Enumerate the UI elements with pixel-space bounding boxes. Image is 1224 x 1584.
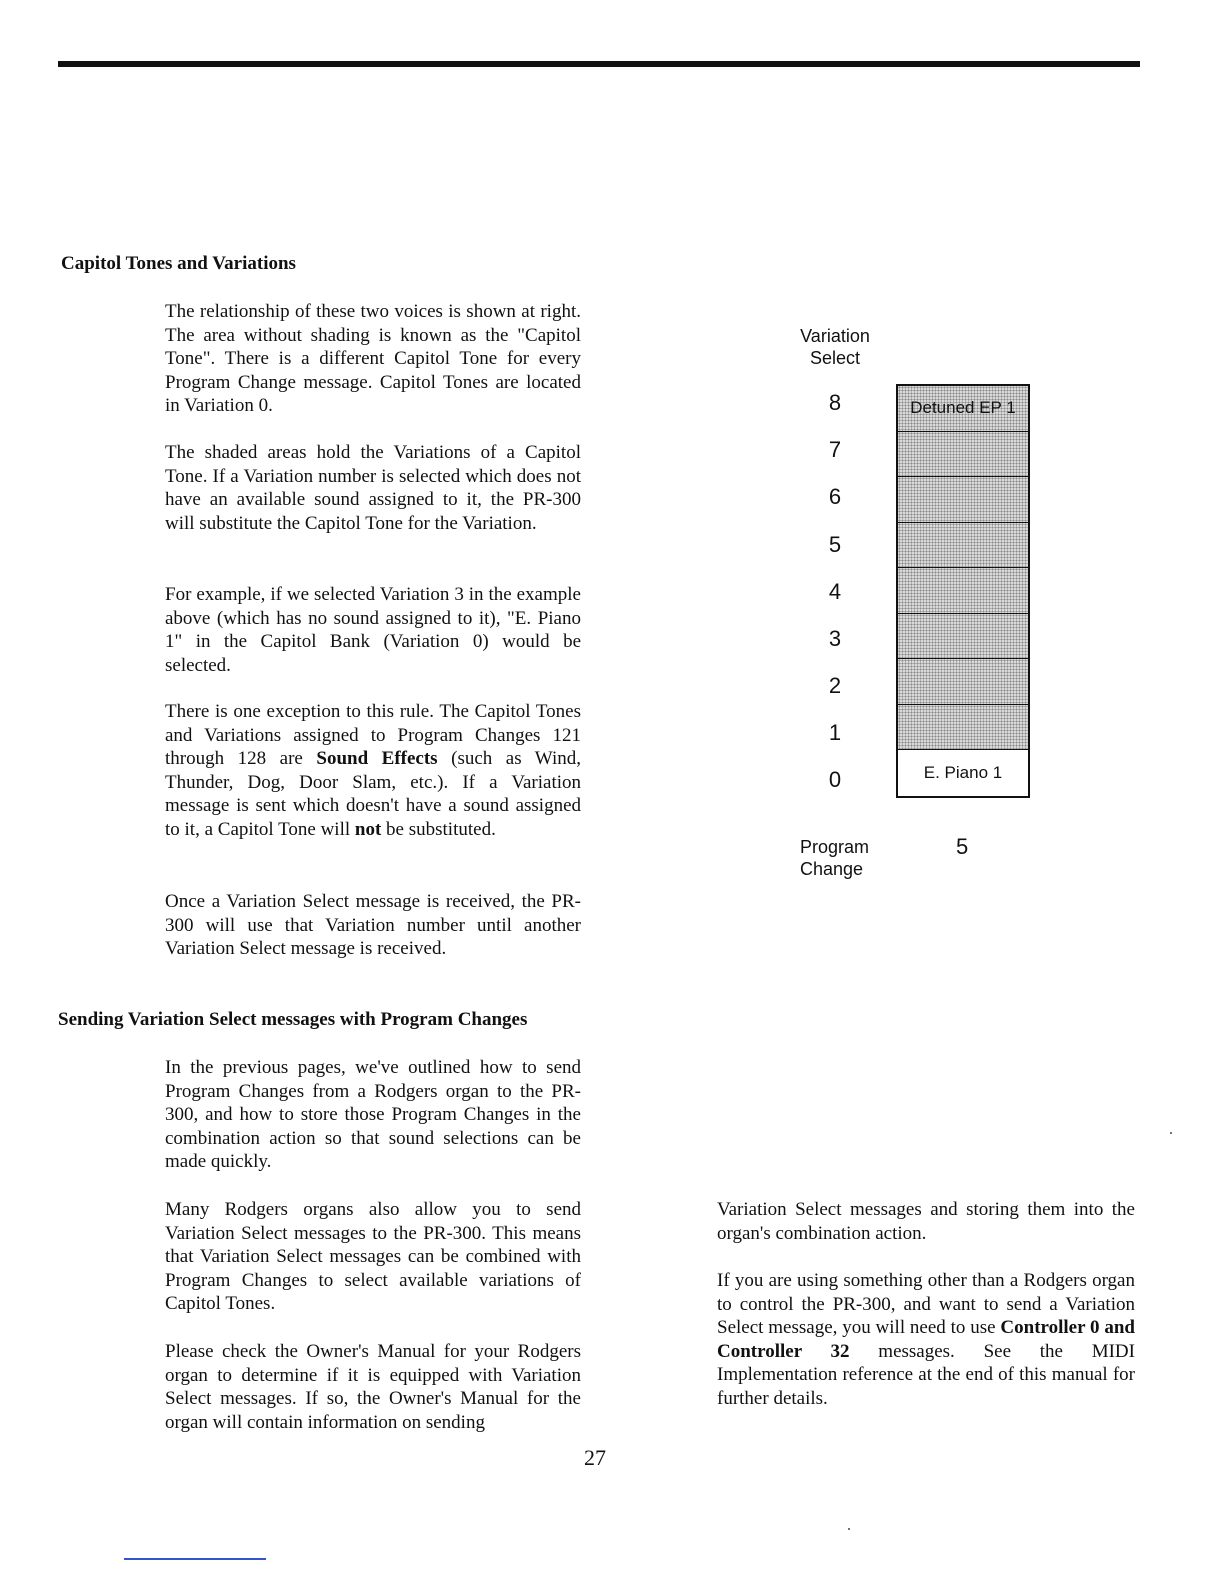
page-number: 27	[584, 1445, 606, 1470]
paragraph-previous-pages: In the previous pages, we've outlined how to send Program Changes from a Rodgers organ to the PR-300, and how to store those Program Changes in the combination action so that sound selections can be made quickly.	[165, 1057, 581, 1172]
program-label-line1: Program	[800, 837, 870, 857]
variation-cell-7	[898, 432, 1028, 478]
controller-text-c: messages. See the MIDI Implementation reference at the end of this manual for further details.	[717, 1340, 1135, 1409]
variation-cell-3	[898, 614, 1028, 660]
variation-diagram	[780, 320, 1080, 900]
exception-text-c: (such as Wind, Thunder, Dog, Door Slam, etc.). If a Variation message is sent which doesn't have a sound assigned to it, a Capitol Tone will	[165, 748, 582, 840]
paragraph-variation-received: Once a Variation Select message is received, the PR-300 will use that Variation number until another Variation Select message is received.	[165, 891, 581, 959]
paragraph-shaded-areas: The shaded areas hold the Variations of a Capitol Tone. If a Variation number is selected which does not have an available sound assigned to it, the PR-300 will substitute the Capitol Tone for the Variation.	[165, 442, 581, 534]
variation-cell-0-capitol-tone: E. Piano 1	[923, 762, 1003, 782]
program-change-value: 5	[956, 834, 969, 859]
section-heading-capitol-tones: Capitol Tones and Variations	[61, 253, 296, 274]
paragraph-other-controller	[717, 1269, 1135, 1410]
sound-effects-emphasis: Sound Effects	[316, 748, 438, 769]
variation-number: 4	[828, 579, 842, 604]
scan-speck	[848, 1528, 850, 1530]
variation-cell-1	[898, 705, 1028, 751]
program-label-line2: Change	[800, 859, 864, 879]
section-heading-sending-variation: Sending Variation Select messages with Program Changes	[58, 1009, 528, 1030]
variation-cell-8: Detuned EP 1	[898, 386, 1028, 432]
paragraph-combination-action: Variation Select messages and storing them into the organ's combination action.	[717, 1199, 1135, 1244]
variation-number: 2	[828, 673, 842, 698]
scan-speck	[1170, 1132, 1172, 1134]
variation-cell-2	[898, 659, 1028, 705]
controller-emphasis: Controller 0 and Controller 32	[717, 1317, 1135, 1362]
variation-number: 7	[828, 437, 842, 462]
paragraph-exception	[165, 700, 581, 841]
variation-number: 0	[828, 767, 842, 792]
not-emphasis: not	[354, 818, 382, 840]
variation-number: 5	[828, 532, 842, 557]
program-change-label	[800, 836, 880, 880]
variation-select-label	[790, 325, 880, 369]
variation-label-line1: Variation	[800, 326, 870, 346]
paragraph-rodgers-organs: Many Rodgers organs also allow you to send Variation Select messages to the PR-300. This means that Variation Select messages can be combined with Program Changes to select available variations of Capitol Tones.	[165, 1199, 581, 1314]
variation-cell-5	[898, 523, 1028, 569]
paragraph-owners-manual: Please check the Owner's Manual for your Rodgers organ to determine if it is equipped with Variation Select messages. If so, the Owner's Manual for the organ will contain information on sending	[165, 1341, 581, 1433]
variation-cell-4	[898, 568, 1028, 614]
scan-mark-line	[124, 1558, 266, 1560]
exception-text-a: There is one exception to this rule. The Capitol Tones and Variations assigned to Program Changes 121 through 128 are	[165, 701, 581, 769]
variation-cell-6	[898, 477, 1028, 523]
variation-number: 3	[828, 626, 842, 651]
variation-number: 6	[828, 484, 842, 509]
paragraph-relationship: The relationship of these two voices is shown at right. The area without shading is known as the "Capitol Tone". There is a different Capitol Tone for every Program Change message. Capitol Tones are located in Variation 0.	[165, 301, 581, 416]
variation-stack	[896, 384, 1030, 798]
controller-text-a: If you are using something other than a Rodgers organ to control the PR-300, and want to send a Variation Select message, you will need to use	[717, 1270, 1135, 1338]
top-rule	[58, 61, 1140, 67]
paragraph-example: For example, if we selected Variation 3 in the example above (which has no sound assigned to it), "E. Piano 1" in the Capitol Bank (Variation 0) would be selected.	[165, 584, 581, 676]
variation-number: 1	[828, 720, 842, 745]
variation-number: 8	[828, 390, 842, 415]
variation-label-line2: Select	[809, 348, 861, 368]
exception-text-e: be substituted.	[381, 818, 496, 840]
